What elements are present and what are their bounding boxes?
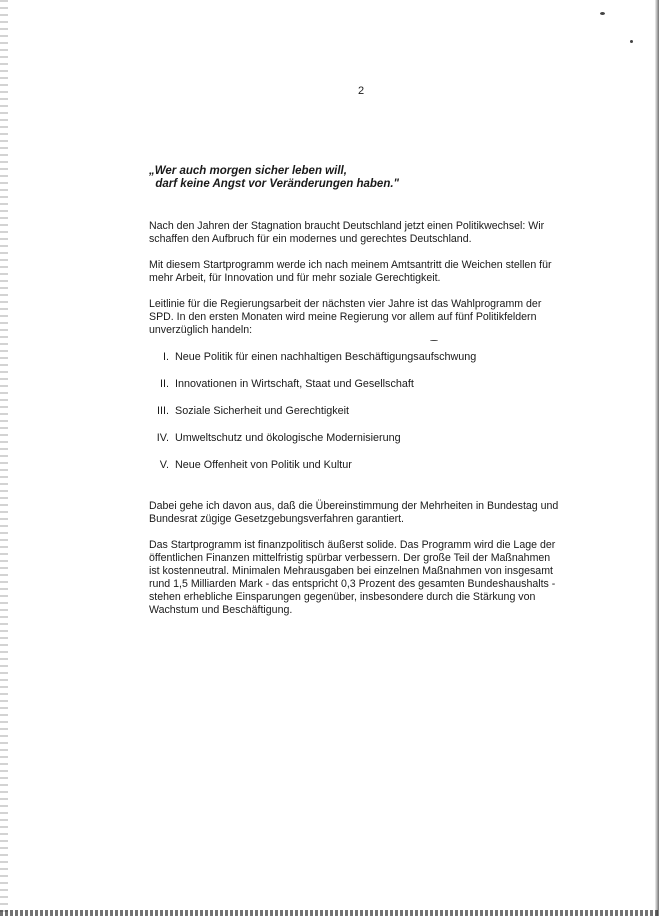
text-line: SPD. In den ersten Monaten wird meine Regierung vor allem auf fünf Politikfeldern (149, 311, 537, 323)
list-text: Umweltschutz und ökologische Modernisierung (175, 432, 401, 444)
motto-quote (149, 165, 399, 191)
policy-list-item (149, 459, 352, 471)
paragraph-intro (149, 220, 613, 246)
text-line: öffentlichen Finanzen mittelfristig spürbar verbessern. Der große Teil der Maßnahmen (149, 552, 551, 564)
text-line: stehen erhebliche Einsparungen gegenüber, insbesondere durch die Stärkung von (149, 591, 536, 603)
text-line: Nach den Jahren der Stagnation braucht Deutschland jetzt einen Politikwechsel: Wir (149, 220, 545, 232)
scan-edge-bottom (0, 910, 659, 916)
paragraph-leitlinie (149, 298, 613, 337)
text-line: ist kostenneutral. Minimalen Mehrausgaben bei einzelnen Maßnahmen von insgesamt (149, 565, 553, 577)
text-line: Leitlinie für die Regierungsarbeit der nächsten vier Jahre ist das Wahlprogramm der (149, 298, 542, 310)
list-number: II. (160, 378, 169, 390)
scan-speck (430, 340, 438, 341)
text-line: mehr Arbeit, für Innovation und für mehr soziale Gerechtigkeit. (149, 272, 441, 284)
text-line: Mit diesem Startprogramm werde ich nach meinem Amtsantritt die Weichen stellen für (149, 259, 552, 271)
scan-speck (630, 40, 633, 43)
page-number: 2 (358, 85, 365, 97)
text-line: rund 1,5 Milliarden Mark - das entspricht 0,3 Prozent des gesamten Bundeshaushalts - (149, 578, 556, 590)
text-line: Dabei gehe ich davon aus, daß die Übereinstimmung der Mehrheiten in Bundestag und (149, 500, 559, 512)
motto-line: „Wer auch morgen sicher leben will, (149, 165, 347, 177)
text-line: Bundesrat zügige Gesetzgebungsverfahren garantiert. (149, 513, 405, 525)
list-number: I. (163, 351, 169, 363)
list-text: Soziale Sicherheit und Gerechtigkeit (175, 405, 350, 417)
scan-edge-right (655, 0, 659, 916)
list-number: IV. (156, 432, 169, 444)
policy-list-item (149, 405, 349, 417)
paragraph-finanzen (149, 539, 613, 617)
text-line: schaffen den Aufbruch für ein modernes und gerechtes Deutschland. (149, 233, 472, 245)
text-line: Wachstum und Beschäftigung. (149, 604, 293, 616)
motto-line: darf keine Angst vor Veränderungen haben." (149, 178, 399, 190)
list-number: III. (157, 405, 169, 417)
text-line: Das Startprogramm ist finanzpolitisch äußerst solide. Das Programm wird die Lage der (149, 539, 556, 551)
list-text: Innovationen in Wirtschaft, Staat und Gesellschaft (175, 378, 414, 390)
scan-edge-left (0, 0, 8, 916)
policy-list-item (149, 432, 401, 444)
policy-list-item (149, 378, 414, 390)
scan-speck (600, 12, 605, 15)
paragraph-bundesrat (149, 500, 613, 526)
list-text: Neue Politik für einen nachhaltigen Beschäftigungsaufschwung (175, 351, 477, 363)
list-text: Neue Offenheit von Politik und Kultur (175, 459, 352, 471)
text-line: unverzüglich handeln: (149, 324, 253, 336)
policy-list-item (149, 351, 476, 363)
paragraph-startprogramm (149, 259, 613, 285)
list-number: V. (159, 459, 169, 471)
